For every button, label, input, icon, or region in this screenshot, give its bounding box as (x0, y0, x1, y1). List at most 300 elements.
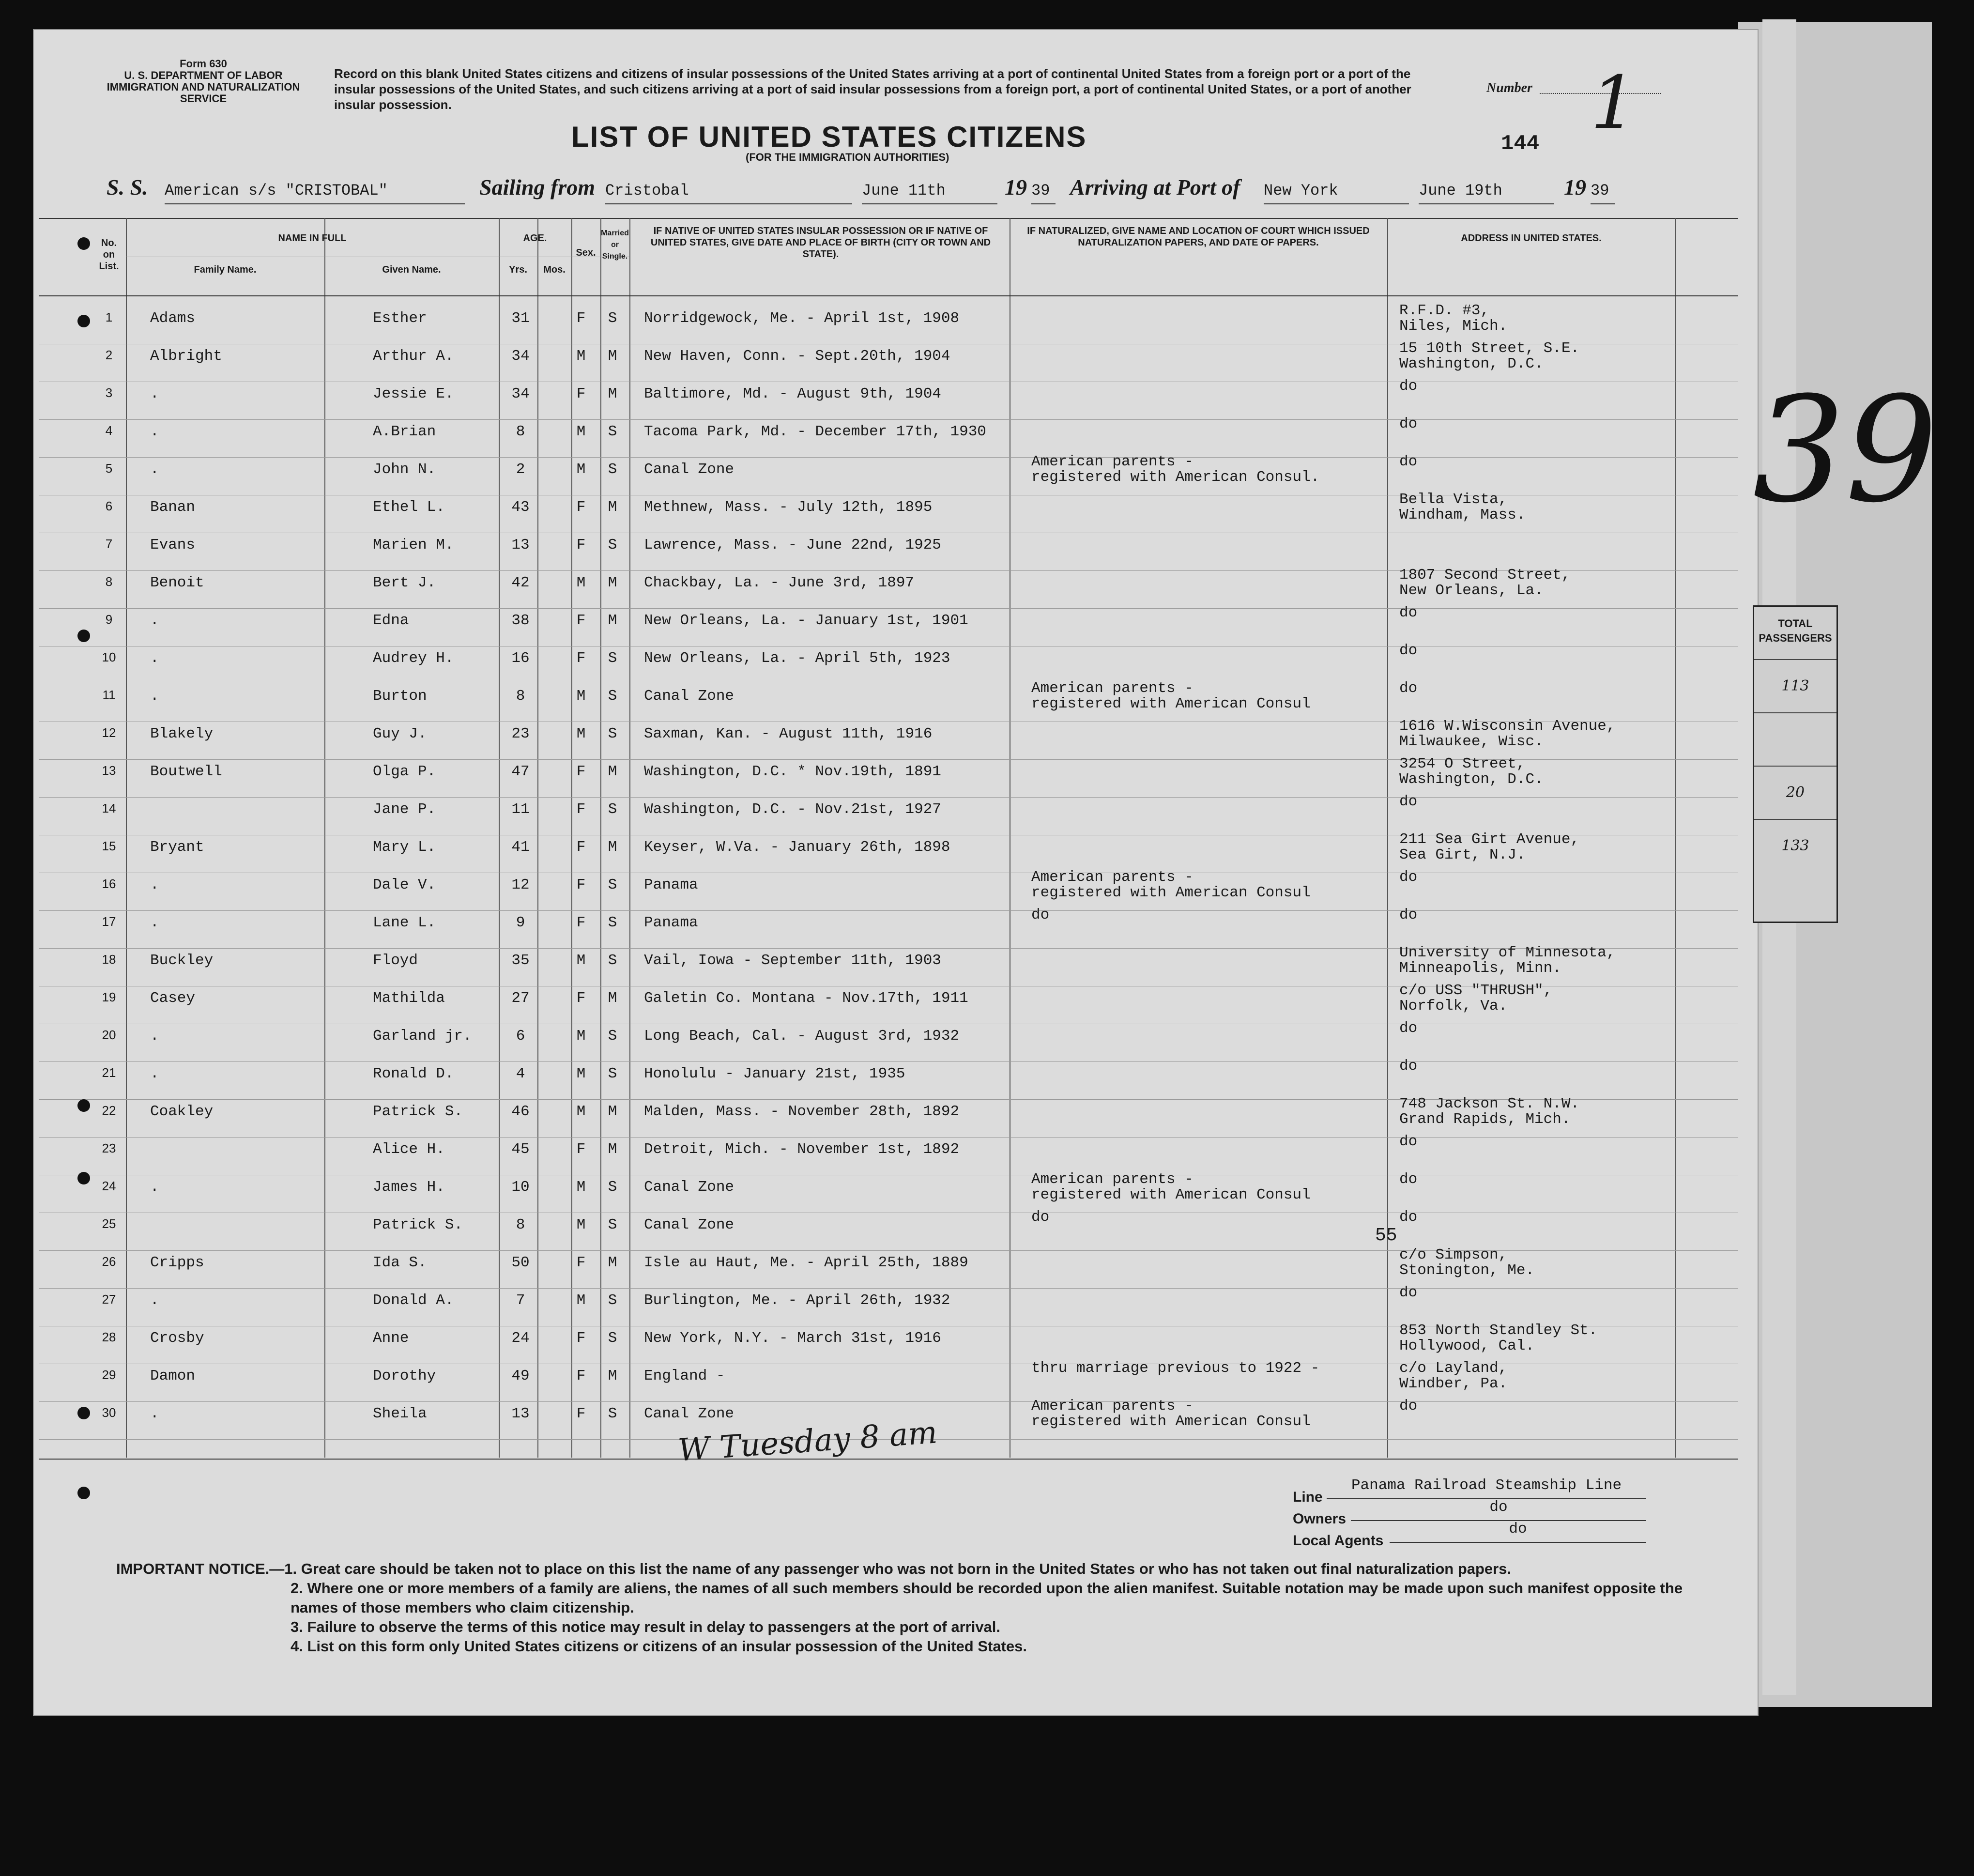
cell-age: 42 (511, 574, 530, 591)
cell-family: Buckley (150, 952, 214, 969)
table-row (39, 1133, 1738, 1178)
cell-addr: do (1399, 453, 1418, 470)
cell-ms: M (608, 990, 617, 1007)
cell-ms: S (608, 537, 617, 554)
cell-given: Alice H. (373, 1141, 445, 1158)
cell-addr: do (1399, 907, 1418, 923)
cell-ms: S (608, 1179, 617, 1196)
cell-addr: do (1399, 1058, 1418, 1075)
cell-nat: American parents - registered with American Consul (1031, 1398, 1311, 1430)
header-naturalized: IF NATURALIZED, GIVE NAME AND LOCATION OF COURT WHICH ISSUED NATURALIZATION PAPERS, AND DATE OF PAPERS. (1027, 226, 1370, 248)
cell-addr: do (1399, 793, 1418, 810)
cell-family: . (150, 423, 159, 440)
cell-no: 8 (105, 574, 113, 589)
arrival-date: June 19th (1419, 182, 1502, 200)
cell-addr: do (1399, 1133, 1418, 1150)
cell-birth: Canal Zone (644, 688, 735, 705)
header-sex: Sex. (576, 247, 596, 258)
ship-name-field (165, 174, 465, 204)
cell-given: Sheila (373, 1405, 427, 1422)
binder-hole (77, 237, 90, 250)
cell-birth: Panama (644, 876, 698, 893)
cell-addr: do (1399, 680, 1418, 697)
header-yrs: Yrs. (509, 264, 527, 275)
notice-text-2: 2. Where one or more members of a family are aliens, the names of all such members should be recorded upon the alien manifest. Suitable notation may be made upon such manifest opposite the names of those members who claim citizenship. (291, 1580, 1683, 1616)
cell-age: 8 (516, 688, 525, 705)
cell-sex: M (576, 1065, 586, 1082)
cell-addr: do (1399, 1209, 1418, 1226)
cell-no: 26 (102, 1254, 116, 1269)
cell-birth: Canal Zone (644, 1179, 735, 1196)
arrival-port-field (1264, 174, 1409, 204)
cell-addr: 1616 W.Wisconsin Avenue, Milwaukee, Wisc. (1399, 718, 1616, 750)
cell-given: Anne (373, 1330, 409, 1347)
table-row (39, 642, 1738, 687)
cell-birth: Canal Zone (644, 1216, 735, 1233)
cell-nat: American parents - registered with American Consul (1031, 680, 1311, 712)
table-row (39, 415, 1738, 460)
ss-label: S. S. (107, 175, 148, 200)
cell-age: 2 (516, 461, 525, 478)
cell-age: 16 (511, 650, 530, 667)
header-name-in-full: NAME IN FULL (278, 233, 347, 244)
cell-age: 34 (511, 348, 530, 365)
cell-age: 8 (516, 1216, 525, 1233)
cell-ms: M (608, 348, 617, 365)
cell-ms: S (608, 310, 617, 327)
sailing-year: 39 (1031, 182, 1050, 200)
cell-age: 12 (511, 876, 530, 893)
binder-hole (77, 630, 90, 642)
row-rule (39, 1061, 1738, 1062)
table-row (39, 1360, 1738, 1404)
cell-family: . (150, 1405, 159, 1422)
cell-no: 23 (102, 1141, 116, 1155)
cell-ms: S (608, 688, 617, 705)
cell-no: 17 (102, 914, 116, 929)
notice-text-3: 3. Failure to observe the terms of this notice may result in delay to passengers at the port of arrival. (291, 1618, 1001, 1635)
cell-family: . (150, 1065, 159, 1082)
table-row (39, 1171, 1738, 1215)
cell-sex: M (576, 1179, 586, 1196)
cell-birth: New Haven, Conn. - Sept.20th, 1904 (644, 348, 950, 365)
number-label: Number (1486, 80, 1532, 95)
handwritten-number: 1 (1591, 61, 1637, 145)
tally-value (1754, 713, 1836, 767)
cell-family: Evans (150, 537, 196, 554)
row-rule (39, 457, 1738, 458)
header-no: No. on List. (99, 238, 119, 272)
cell-no: 5 (105, 461, 113, 476)
cell-ms: M (608, 1368, 617, 1384)
cell-family: Bryant (150, 839, 204, 856)
cell-sex: F (576, 914, 586, 931)
cell-family: . (150, 1292, 159, 1309)
cell-given: Donald A. (373, 1292, 454, 1309)
cell-ms: M (608, 1254, 617, 1271)
cell-ms: S (608, 461, 617, 478)
cell-given: Esther (373, 310, 427, 327)
row-rule (39, 608, 1738, 609)
cell-family: . (150, 876, 159, 893)
cell-age: 27 (511, 990, 530, 1007)
cell-ms: S (608, 423, 617, 440)
cell-ms: M (608, 839, 617, 856)
cell-sex: F (576, 385, 586, 402)
cell-ms: M (608, 612, 617, 629)
margin-number: 55 (1375, 1225, 1397, 1246)
table-row (39, 340, 1738, 384)
header-divider (39, 295, 1738, 296)
notice-text-1: 1. Great care should be taken not to place on this list the name of any passenger who was not born in the United States or who has not taken out final naturalization papers. (284, 1560, 1512, 1577)
cell-no: 18 (102, 952, 116, 967)
cell-given: Jane P. (373, 801, 436, 818)
cell-sex: M (576, 1028, 586, 1045)
cell-ms: S (608, 952, 617, 969)
cell-family: . (150, 385, 159, 402)
row-rule (39, 910, 1738, 911)
cell-given: Dorothy (373, 1368, 436, 1384)
cell-ms: S (608, 876, 617, 893)
cell-no: 24 (102, 1179, 116, 1193)
cell-sex: F (576, 1254, 586, 1271)
cell-ms: S (608, 801, 617, 818)
cell-birth: Keyser, W.Va. - January 26th, 1898 (644, 839, 950, 856)
cell-no: 22 (102, 1103, 116, 1118)
cell-birth: Canal Zone (644, 1405, 735, 1422)
cell-given: Lane L. (373, 914, 436, 931)
cell-given: Mathilda (373, 990, 445, 1007)
arrival-year-prefix: 19 (1564, 175, 1586, 200)
line-value: Panama Railroad Steamship Line (1351, 1477, 1622, 1494)
cell-age: 7 (516, 1292, 525, 1309)
sailing-port: Cristobal (605, 182, 689, 200)
cell-no: 25 (102, 1216, 116, 1231)
header-address: ADDRESS IN UNITED STATES. (1461, 233, 1602, 244)
cell-ms: M (608, 499, 617, 516)
cell-age: 47 (511, 763, 530, 780)
cell-given: Patrick S. (373, 1103, 463, 1120)
table-row (39, 869, 1738, 913)
agents-value: do (1509, 1521, 1527, 1538)
cell-given: A.Brian (373, 423, 436, 440)
cell-addr: Bella Vista, Windham, Mass. (1399, 491, 1526, 523)
tally-value: 20 (1754, 767, 1836, 820)
cell-sex: F (576, 650, 586, 667)
cell-birth: Burlington, Me. - April 26th, 1932 (644, 1292, 950, 1309)
table-row (39, 1020, 1738, 1064)
cell-addr: do (1399, 415, 1418, 432)
row-rule (39, 1137, 1738, 1138)
cell-ms: S (608, 1028, 617, 1045)
cell-sex: F (576, 801, 586, 818)
cell-family: . (150, 650, 159, 667)
row-rule (39, 1288, 1738, 1289)
cell-addr: do (1399, 1398, 1418, 1415)
cell-no: 6 (105, 499, 113, 513)
binder-hole (77, 1172, 90, 1184)
cell-sex: F (576, 990, 586, 1007)
cell-no: 16 (102, 876, 116, 891)
binder-hole (77, 1099, 90, 1112)
cell-given: Patrick S. (373, 1216, 463, 1233)
cell-sex: F (576, 612, 586, 629)
cell-sex: F (576, 537, 586, 554)
line-label: Line (1293, 1489, 1323, 1505)
cell-sex: M (576, 688, 586, 705)
table-row (39, 567, 1738, 611)
cell-sex: F (576, 499, 586, 516)
table-row (39, 604, 1738, 649)
arrival-date-field (1419, 174, 1554, 204)
sailing-year-field (1031, 174, 1056, 204)
cell-no: 28 (102, 1330, 116, 1344)
cell-birth: Methnew, Mass. - July 12th, 1895 (644, 499, 933, 516)
cell-birth: Vail, Iowa - September 11th, 1903 (644, 952, 941, 969)
table-row (39, 831, 1738, 876)
cell-birth: Saxman, Kan. - August 11th, 1916 (644, 725, 933, 742)
cell-sex: M (576, 725, 586, 742)
cell-no: 29 (102, 1368, 116, 1382)
cell-addr: c/o Layland, Windber, Pa. (1399, 1360, 1508, 1392)
header-age: AGE. (523, 233, 547, 244)
cell-ms: S (608, 650, 617, 667)
cell-birth: Canal Zone (644, 461, 735, 478)
cell-sex: F (576, 876, 586, 893)
cell-family: Albright (150, 348, 222, 365)
cell-birth: England - (644, 1368, 725, 1384)
cell-no: 1 (105, 310, 113, 324)
cell-ms: S (608, 725, 617, 742)
cell-age: 11 (511, 801, 530, 818)
cell-addr: do (1399, 869, 1418, 886)
cell-addr: do (1399, 1284, 1418, 1301)
cell-ms: M (608, 1141, 617, 1158)
handwritten-note: W Tuesday 8 am (677, 1415, 939, 1469)
cell-addr: R.F.D. #3, Niles, Mich. (1399, 302, 1508, 335)
arrival-year: 39 (1591, 182, 1609, 200)
cell-no: 4 (105, 423, 113, 438)
cell-ms: M (608, 1103, 617, 1120)
cell-nat: American parents - registered with American Consul (1031, 869, 1311, 901)
cell-age: 13 (511, 1405, 530, 1422)
cell-family: Adams (150, 310, 196, 327)
owners-field (1351, 1499, 1646, 1521)
header-given-name: Given Name. (382, 264, 441, 275)
page-title: LIST OF UNITED STATES CITIZENS (571, 121, 1087, 153)
cell-ms: M (608, 385, 617, 402)
cell-given: Mary L. (373, 839, 436, 856)
cell-birth: Chackbay, La. - June 3rd, 1897 (644, 574, 915, 591)
stamp-number: 144 (1501, 132, 1540, 156)
cell-given: James H. (373, 1179, 445, 1196)
cell-addr: do (1399, 642, 1418, 659)
cell-addr: 3254 O Street, Washington, D.C. (1399, 755, 1544, 788)
binder-hole (77, 1407, 90, 1419)
handwritten-big-number: 39 (1753, 366, 1938, 535)
cell-addr: do (1399, 1171, 1418, 1188)
cell-family: Coakley (150, 1103, 214, 1120)
cell-birth: Detroit, Mich. - November 1st, 1892 (644, 1141, 960, 1158)
cell-given: Edna (373, 612, 409, 629)
table-row (39, 491, 1738, 536)
table-row (39, 1095, 1738, 1140)
cell-sex: F (576, 1368, 586, 1384)
cell-addr: do (1399, 604, 1418, 621)
cell-family: Crosby (150, 1330, 204, 1347)
cell-family: . (150, 1028, 159, 1045)
cell-given: Floyd (373, 952, 418, 969)
form-label: Form 630 U. S. DEPARTMENT OF LABOR IMMIGRATION AND NATURALIZATION SERVICE (107, 58, 300, 105)
cell-ms: S (608, 1330, 617, 1347)
row-rule (39, 797, 1738, 798)
sailing-year-prefix: 19 (1005, 175, 1027, 200)
cell-age: 10 (511, 1179, 530, 1196)
tally-value: 133 (1781, 837, 1809, 854)
cell-addr: 748 Jackson St. N.W. Grand Rapids, Mich. (1399, 1095, 1580, 1128)
binder-hole (77, 1487, 90, 1499)
cell-birth: Norridgewock, Me. - April 1st, 1908 (644, 310, 960, 327)
cell-addr: do (1399, 1020, 1418, 1037)
cell-age: 38 (511, 612, 530, 629)
cell-given: Bert J. (373, 574, 436, 591)
cell-addr: 853 North Standley St. Hollywood, Cal. (1399, 1322, 1598, 1354)
cell-family: Banan (150, 499, 196, 516)
cell-no: 14 (102, 801, 116, 815)
cell-given: Dale V. (373, 876, 436, 893)
cell-nat: do (1031, 1209, 1050, 1226)
cell-family: . (150, 1179, 159, 1196)
cell-birth: New Orleans, La. - April 5th, 1923 (644, 650, 950, 667)
sailing-date-field (862, 174, 997, 204)
cell-birth: New Orleans, La. - January 1st, 1901 (644, 612, 968, 629)
cell-no: 9 (105, 612, 113, 627)
cell-ms: M (608, 574, 617, 591)
passenger-tally-box (1753, 605, 1838, 923)
cell-birth: Lawrence, Mass. - June 22nd, 1925 (644, 537, 941, 554)
cell-ms: S (608, 1065, 617, 1082)
cell-birth: Galetin Co. Montana - Nov.17th, 1911 (644, 990, 968, 1007)
cell-given: Audrey H. (373, 650, 454, 667)
cell-age: 23 (511, 725, 530, 742)
cell-sex: M (576, 1292, 586, 1309)
cell-age: 13 (511, 537, 530, 554)
header-birth: IF NATIVE OF UNITED STATES INSULAR POSSESSION OR IF NATIVE OF UNITED STATES, GIVE DATE AND PLACE OF BIRTH (CITY OR TOWN AND STATE). (650, 226, 991, 260)
cell-addr: 211 Sea Girt Avenue, Sea Girt, N.J. (1399, 831, 1580, 863)
cell-ms: S (608, 1292, 617, 1309)
cell-sex: F (576, 1141, 586, 1158)
cell-sex: M (576, 1216, 586, 1233)
cell-sex: F (576, 310, 586, 327)
agents-field (1390, 1521, 1646, 1543)
binder-hole (77, 315, 90, 327)
cell-birth: Baltimore, Md. - August 9th, 1904 (644, 385, 941, 402)
cell-addr: 15 10th Street, S.E. Washington, D.C. (1399, 340, 1580, 372)
cell-age: 43 (511, 499, 530, 516)
cell-no: 27 (102, 1292, 116, 1307)
cell-birth: Panama (644, 914, 698, 931)
cell-given: Olga P. (373, 763, 436, 780)
intro-text: Record on this blank United States citizens and citizens of insular possessions of the United States arriving at a port of continental United States from a foreign port or a port of the insular possessions of the United States, and such citizens arriving at a port of said insular possessions from a foreign port, a port of continental United States, or a port of another insular possession. (334, 66, 1411, 112)
header-mos: Mos. (543, 264, 566, 275)
cell-family: Cripps (150, 1254, 204, 1271)
cell-no: 13 (102, 763, 116, 778)
row-rule (39, 419, 1738, 420)
cell-family: . (150, 914, 159, 931)
notice-item-1 (116, 1559, 1714, 1579)
cell-birth: Washington, D.C. * Nov.19th, 1891 (644, 763, 941, 780)
cell-family: . (150, 461, 159, 478)
cell-no: 21 (102, 1065, 116, 1080)
cell-ms: S (608, 1405, 617, 1422)
cell-given: Arthur A. (373, 348, 454, 365)
cell-family: Boutwell (150, 763, 222, 780)
cell-family: Benoit (150, 574, 204, 591)
cell-addr: c/o Simpson, Stonington, Me. (1399, 1246, 1535, 1279)
cell-nat: thru marriage previous to 1922 - (1031, 1360, 1320, 1377)
cell-age: 45 (511, 1141, 530, 1158)
tally-label: TOTAL PASSENGERS (1754, 607, 1836, 660)
cell-nat: American parents - registered with American Consul. (1031, 453, 1320, 486)
cell-no: 10 (102, 650, 116, 664)
cell-given: John N. (373, 461, 436, 478)
cell-given: Burton (373, 688, 427, 705)
cell-ms: S (608, 914, 617, 931)
cell-no: 30 (102, 1405, 116, 1420)
cell-sex: M (576, 461, 586, 478)
cell-sex: M (576, 423, 586, 440)
cell-addr: University of Minnesota, Minneapolis, Minn. (1399, 944, 1616, 977)
cell-given: Jessie E. (373, 385, 454, 402)
arrival-port: New York (1264, 182, 1338, 200)
tally-value: 113 (1754, 660, 1836, 713)
cell-birth: Tacoma Park, Md. - December 17th, 1930 (644, 423, 986, 440)
header-family-name: Family Name. (194, 264, 257, 275)
cell-addr: c/o USS "THRUSH", Norfolk, Va. (1399, 982, 1553, 1015)
page-subtitle: (FOR THE IMMIGRATION AUTHORITIES) (746, 151, 949, 163)
cell-no: 11 (102, 688, 116, 702)
cell-no: 3 (105, 385, 113, 400)
cell-sex: M (576, 952, 586, 969)
table-row (39, 378, 1738, 422)
cell-sex: F (576, 1405, 586, 1422)
cell-birth: Malden, Mass. - November 28th, 1892 (644, 1103, 960, 1120)
agents-label: Local Agents (1293, 1533, 1384, 1549)
line-field (1327, 1477, 1646, 1499)
cell-family: Blakely (150, 725, 214, 742)
cell-age: 8 (516, 423, 525, 440)
header-married-single: Married or Single. (601, 229, 629, 261)
cell-sex: F (576, 763, 586, 780)
cell-no: 20 (102, 1028, 116, 1042)
cell-given: Ronald D. (373, 1065, 454, 1082)
cell-birth: Isle au Haut, Me. - April 25th, 1889 (644, 1254, 968, 1271)
cell-age: 50 (511, 1254, 530, 1271)
cell-given: Garland jr. (373, 1028, 472, 1045)
sailing-label: Sailing from (479, 175, 596, 200)
cell-addr: do (1399, 378, 1418, 395)
cell-age: 9 (516, 914, 525, 931)
cell-family: Casey (150, 990, 196, 1007)
notice-title: IMPORTANT NOTICE.— (116, 1560, 285, 1577)
cell-birth: Washington, D.C. - Nov.21st, 1927 (644, 801, 941, 818)
cell-ms: M (608, 763, 617, 780)
cell-age: 31 (511, 310, 530, 327)
owners-value: do (1489, 1499, 1508, 1516)
cell-given: Guy J. (373, 725, 427, 742)
arrival-year-field (1591, 174, 1615, 204)
cell-family: . (150, 612, 159, 629)
